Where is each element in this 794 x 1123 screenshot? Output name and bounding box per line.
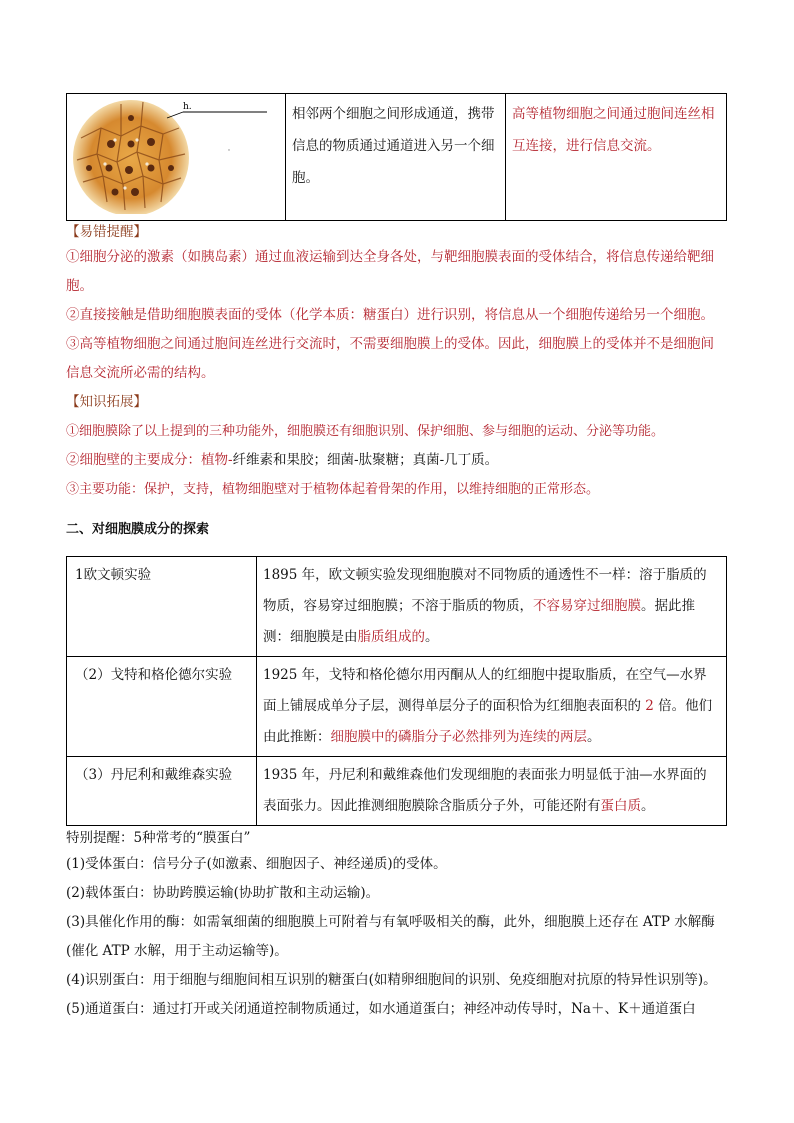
experiment-description: 1895 年，欧文顿实验发现细胞膜对不同物质的通透性不一样：溶于脂质的物质，容易穿过细胞膜；不溶于脂质的物质，不容易穿过细胞膜。据此推测：细胞膜是由脂质组成的。 (257, 557, 727, 657)
experiment-description: 1925 年，戈特和格伦德尔用丙酮从人的红细胞中提取脂质，在空气—水界面上铺展成单分子层，测得单层分子的面积恰为红细胞表面积的 2 倍。他们由此推断：细胞膜中的磷脂分子必然排列为连续的两层。 (257, 657, 727, 757)
plasmodesmata-description: 高等植物细胞之间通过胞间连丝相互连接，进行信息交流。 (506, 94, 727, 221)
experiment-description: 1935 年，丹尼利和戴维森他们发现细胞的表面张力明显低于油—水界面的表面张力。因此推测细胞膜除含脂质分子外，可能还附有蛋白质。 (257, 757, 727, 826)
special-item-1: (1)受体蛋白：信号分子(如激素、细胞因子、神经递质)的受体。 (66, 856, 447, 872)
extension-1: ①细胞膜除了以上提到的三种功能外，细胞膜还有细胞识别、保护细胞、参与细胞的运动、分泌等功能。 (66, 424, 665, 439)
special-item-4: (4)识别蛋白：用于细胞与细胞间相互识别的糖蛋白(如精卵细胞间的识别、免疫细胞对抗原的特异性识别等)。 (66, 972, 717, 988)
special-reminder (66, 826, 726, 1024)
table-row (67, 657, 727, 757)
label-h: h. (183, 102, 192, 112)
channel-description: 相邻两个细胞之间形成通道，携带信息的物质通过通道进入另一个细胞。 (286, 94, 506, 221)
table-row (67, 757, 727, 826)
extension-3: ③主要功能：保护，支持，植物细胞壁对于植物体起着骨架的作用，以维持细胞的正常形态。 (66, 482, 600, 497)
extension-2: ②细胞壁的主要成分：植物-纤维素和果胶；细菌-肽聚糖；真菌-几丁质。 (66, 452, 499, 468)
experiment-name: 1欧文顿实验 (67, 557, 257, 657)
special-item-2: (2)载体蛋白：协助跨膜运输(协助扩散和主动运输)。 (66, 885, 380, 901)
extension-section (66, 388, 726, 504)
tip-1: ①细胞分泌的激素（如胰岛素）通过血液运输到达全身各处，与靶细胞膜表面的受体结合，将信息传递给靶细胞。 (66, 249, 714, 294)
section-2-title: 二、对细胞膜成分的探索 (66, 522, 210, 537)
tip-2: ②直接接触是借助细胞膜表面的受体（化学本质：糖蛋白）进行识别，将信息从一个细胞传递给另一个细胞。 (66, 307, 714, 323)
tips-title: 【易错提醒】 (66, 224, 147, 240)
tip-3: ③高等植物细胞之间通过胞间连丝进行交流时，不需要细胞膜上的受体。因此，细胞膜上的受体并不是细胞间信息交流所必需的结构。 (66, 336, 714, 381)
membrane-exploration-table (66, 556, 727, 826)
special-item-3: (3)具催化作用的酶：如需氧细菌的细胞膜上可附着与有氧呼吸相关的酶，此外，细胞膜上还存在 ATP 水解酶(催化 ATP 水解，用于主动运输等)。 (66, 914, 715, 959)
experiment-name: （3）丹尼利和戴维森实验 (67, 757, 257, 826)
page (66, 93, 726, 1024)
signal-table (66, 93, 727, 221)
cell-image-cell (67, 94, 286, 221)
experiment-name: （2）戈特和格伦德尔实验 (67, 657, 257, 757)
plant-cell-micrograph (71, 98, 276, 214)
special-item-5: (5)通道蛋白：通过打开或关闭通道控制物质通过，如水通道蛋白；神经冲动传导时，Na＋、K＋通道蛋白 (66, 1001, 696, 1017)
special-title: 特别提醒：5种常考的“膜蛋白” (66, 830, 251, 846)
tips-section (66, 221, 726, 388)
extension-title: 【知识拓展】 (66, 394, 147, 410)
table-row (67, 557, 727, 657)
